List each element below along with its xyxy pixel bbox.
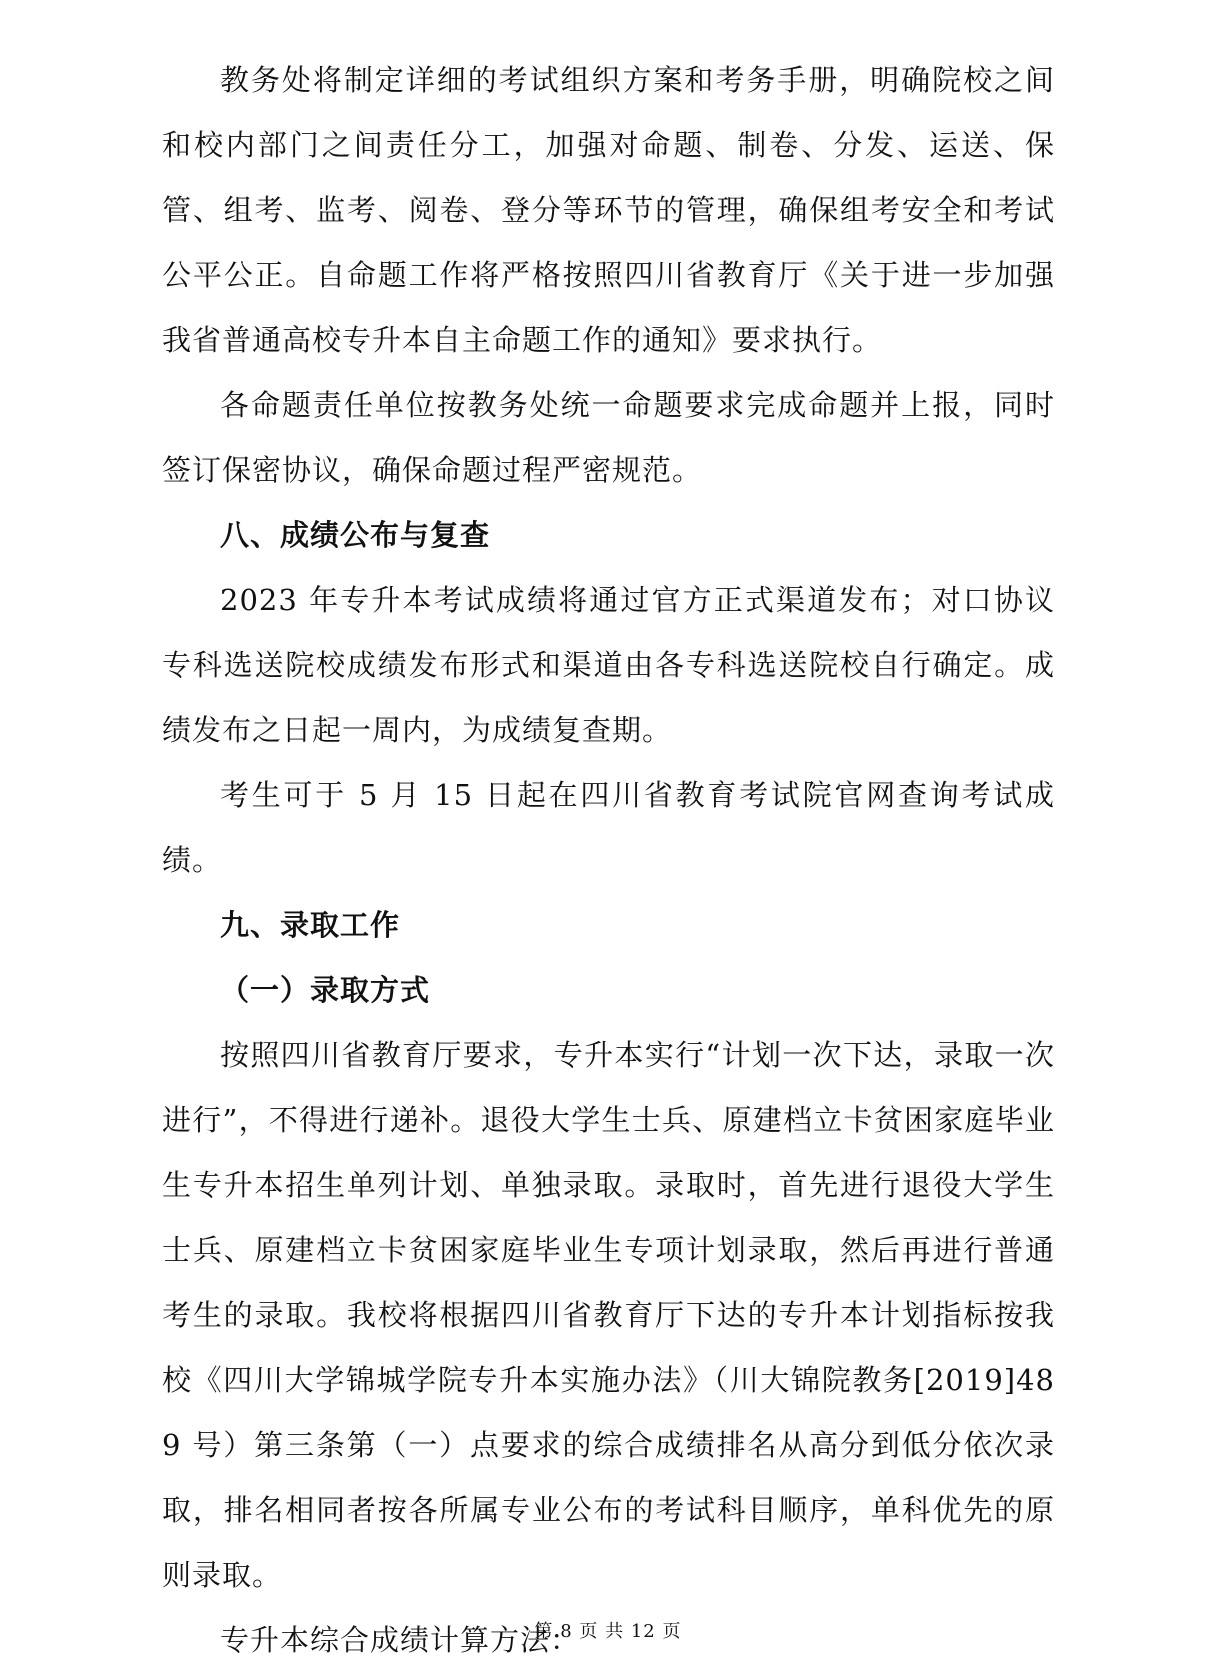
- document-body: [162, 48, 1055, 1673]
- paragraph-score-calculation: 专升本综合成绩计算方法：: [220, 1623, 581, 1657]
- subsection-heading-admission-method: （一）录取方式: [220, 973, 431, 1007]
- section-heading-8: 八、成绩公布与复查: [220, 518, 491, 552]
- paragraph-exam-organization: 教务处将制定详细的考试组织方案和考务手册，明确院校之间和校内部门之间责任分工，加强对命题、制卷、分发、运送、保管、组考、监考、阅卷、登分等环节的管理，确保组考安全和考试公平公正。自命题工作将严格按照四川省教育厅《关于进一步加强我省普通高校专升本自主命题工作的通知》要求执行。: [162, 63, 1055, 357]
- paragraph-score-query: 考生可于 5 月 15 日起在四川省教育考试院官网查询考试成绩。: [162, 778, 1055, 877]
- section-heading-9: 九、录取工作: [220, 908, 401, 942]
- page-number-footer: 第 8 页 共 12 页: [534, 1621, 682, 1642]
- paragraph-score-release: 2023 年专升本考试成绩将通过官方正式渠道发布；对口协议专科选送院校成绩发布形式和渠道由各专科选送院校自行确定。成绩发布之日起一周内，为成绩复查期。: [162, 583, 1055, 747]
- paragraph-admission-rules: 按照四川省教育厅要求，专升本实行“计划一次下达，录取一次进行”，不得进行递补。退役大学生士兵、原建档立卡贫困家庭毕业生专升本招生单列计划、单独录取。录取时，首先进行退役大学生士兵、原建档立卡贫困家庭毕业生专项计划录取，然后再进行普通考生的录取。我校将根据四川省教育厅下达的专升本计划指标按我校《四川大学锦城学院专升本实施办法》（川大锦院教务[2019]489 号）第三条第（一）点要求的综合成绩排名从高分到低分依次录取，排名相同者按各所属专业公布的考试科目顺序，单科优先的原则录取。: [162, 1038, 1055, 1592]
- paragraph-proposition-units: 各命题责任单位按教务处统一命题要求完成命题并上报，同时签订保密协议，确保命题过程严密规范。: [162, 388, 1055, 487]
